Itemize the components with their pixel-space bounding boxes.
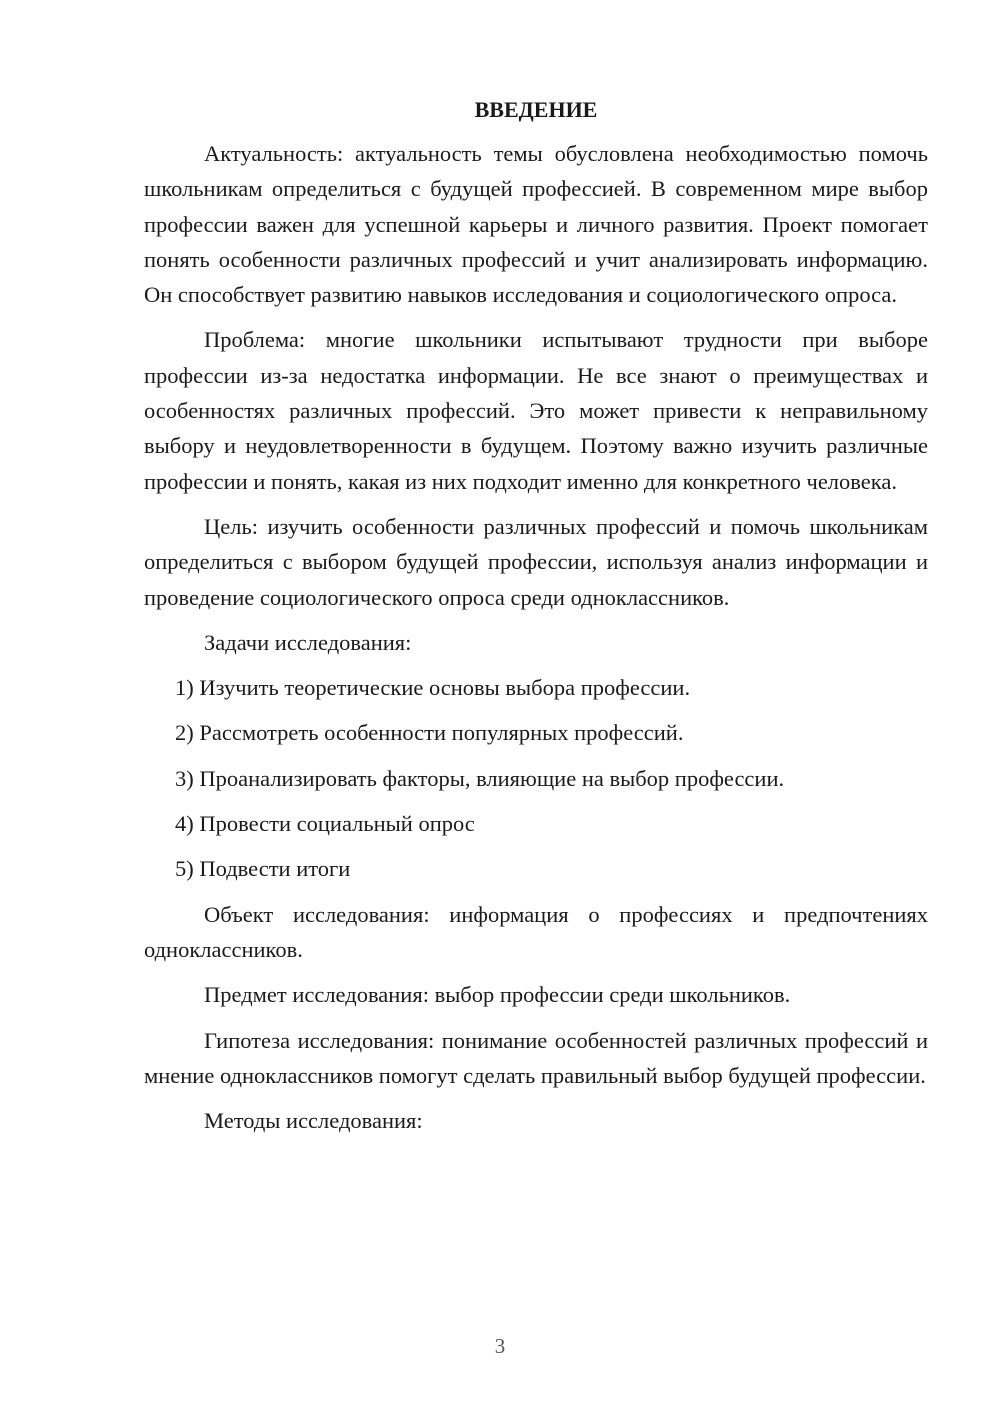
- section-heading: ВВЕДЕНИЕ: [474, 97, 598, 122]
- paragraph-problem: Проблема: многие школьники испытывают трудности при выборе профессии из-за недостатка информации. Не все знают о преимуществах и особенностях различных профессий. Это может привести к неправильному выбору и неудовлетворенности в будущем. Поэтому важно изучить различные профессии и понять, какая из них подходит именно для конкретного человека.: [144, 327, 928, 494]
- paragraph-object: Объект исследования: информация о профессиях и предпочтениях одноклассников.: [144, 901, 928, 962]
- paragraph-goal: Цель: изучить особенности различных профессий и помочь школьникам определиться с выбором будущей профессии, используя анализ информации и проведение социологического опроса среди одноклассников.: [144, 513, 928, 610]
- list-item: 4) Провести социальный опрос: [175, 811, 475, 837]
- paragraph-tasks-title: Задачи исследования:: [204, 629, 412, 655]
- paragraph-subject: Предмет исследования: выбор профессии среди школьников.: [204, 982, 791, 1008]
- list-item: 2) Рассмотреть особенности популярных профессий.: [175, 720, 684, 746]
- list-item: 5) Подвести итоги: [175, 856, 351, 882]
- page-content: [144, 92, 928, 1148]
- paragraph-hypothesis: Гипотеза исследования: понимание особенностей различных профессий и мнение одноклассников помогут сделать правильный выбор будущей профессии.: [144, 1027, 928, 1088]
- list-item: 3) Проанализировать факторы, влияющие на выбор профессии.: [175, 765, 785, 791]
- tasks-list: [144, 670, 928, 886]
- page-number: 3: [494, 1334, 506, 1358]
- paragraph-methods: Методы исследования:: [204, 1108, 423, 1134]
- list-item: 1) Изучить теоретические основы выбора профессии.: [175, 675, 691, 701]
- paragraph-relevance: Актуальность: актуальность темы обусловлена необходимостью помочь школьникам определиться с будущей профессией. В современном мире выбор профессии важен для успешной карьеры и личного развития. Проект помогает понять особенности различных профессий и учит анализировать информацию. Он способствует развитию навыков исследования и социологического опроса.: [144, 141, 928, 308]
